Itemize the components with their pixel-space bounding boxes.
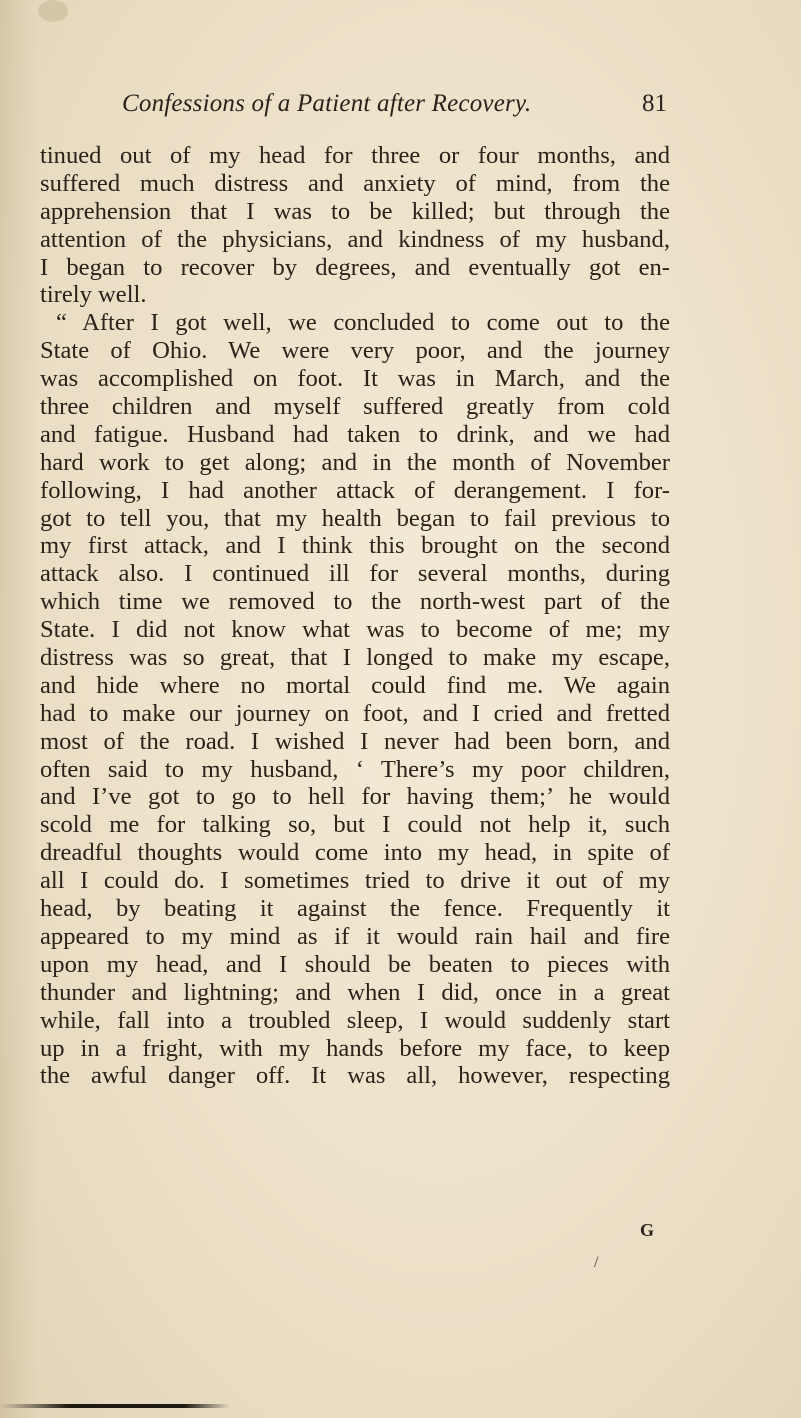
text-line: State of Ohio. We were very poor, and the journey	[40, 337, 670, 365]
text-line: apprehension that I was to be killed; but through the	[40, 197, 670, 225]
text-line: the awful danger off. It was all, however, respecting	[40, 1062, 670, 1090]
text-line: had to make our journey on foot, and I cried and fretted	[40, 699, 670, 727]
page-number: 81	[642, 90, 667, 117]
tick-mark: /	[594, 1254, 599, 1271]
text-line: and hide where no mortal could find me. We again	[40, 671, 670, 699]
text-line: tirely well.	[40, 281, 147, 309]
text-line: and fatigue. Husband had taken to drink, and we had	[40, 420, 670, 448]
text-line: all I could do. I sometimes tried to drive it out of my	[40, 867, 670, 895]
text-line: and I’ve got to go to hell for having them;’ he would	[40, 783, 670, 811]
text-line: got to tell you, that my health began to fail previous to	[40, 504, 670, 532]
text-line: following, I had another attack of derangement. I for-	[40, 476, 670, 504]
bottom-edge-shadow	[0, 1404, 230, 1408]
text-line: dreadful thoughts would come into my head, in spite of	[40, 839, 670, 867]
gutter-shadow	[0, 0, 40, 1418]
text-line: was accomplished on foot. It was in March, and the	[40, 365, 670, 393]
text-line: which time we removed to the north-west part of the	[40, 588, 670, 616]
text-line: State. I did not know what was to become of me; my	[40, 616, 670, 644]
text-line: hard work to get along; and in the month of November	[40, 448, 670, 476]
signature-mark: G	[640, 1220, 655, 1240]
text-line: up in a fright, with my hands before my face, to keep	[40, 1034, 670, 1062]
running-head: Confessions of a Patient after Recovery.	[122, 90, 532, 117]
text-line: upon my head, and I should be beaten to pieces with	[40, 950, 670, 978]
text-line: suffered much distress and anxiety of mind, from the	[40, 169, 670, 197]
text-line: I began to recover by degrees, and eventually got en-	[40, 253, 670, 281]
paper-stain	[38, 0, 68, 22]
text-line: scold me for talking so, but I could not help it, such	[40, 811, 670, 839]
text-line: appeared to my mind as if it would rain hail and fire	[40, 922, 670, 950]
text-line: while, fall into a troubled sleep, I would suddenly start	[40, 1006, 670, 1034]
text-line: my first attack, and I think this brought on the second	[40, 532, 670, 560]
text-line: thunder and lightning; and when I did, once in a great	[40, 978, 670, 1006]
text-line: attack also. I continued ill for several months, during	[40, 560, 670, 588]
text-line: often said to my husband, ‘ There’s my poor children,	[40, 755, 670, 783]
text-line: attention of the physicians, and kindness of my husband,	[40, 225, 670, 253]
text-line: three children and myself suffered greatly from cold	[40, 393, 670, 421]
text-line: head, by beating it against the fence. Frequently it	[40, 895, 670, 923]
text-line: “ After I got well, we concluded to come out to the	[56, 309, 670, 337]
text-line: most of the road. I wished I never had been born, and	[40, 727, 670, 755]
body-text	[40, 142, 670, 1090]
text-line: distress was so great, that I longed to make my escape,	[40, 644, 670, 672]
text-line: tinued out of my head for three or four months, and	[40, 142, 670, 169]
